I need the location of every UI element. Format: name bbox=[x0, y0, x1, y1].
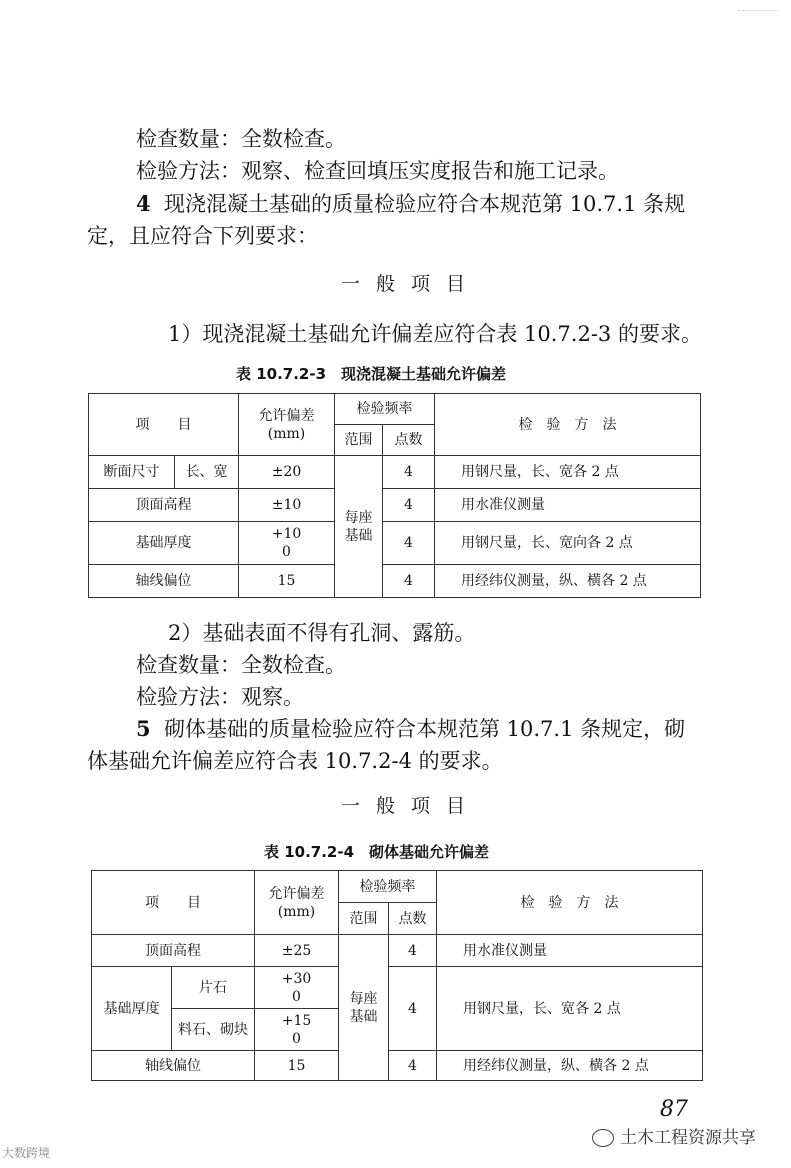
t1-r3-tol-upper: +10 bbox=[271, 526, 302, 542]
t2-r1-item: 顶面高程 bbox=[92, 935, 255, 967]
scan-edge-mark bbox=[738, 0, 778, 11]
t2-header-tolerance-unit: (mm) bbox=[277, 903, 316, 920]
inspection-method-2: 检验方法：观察。 bbox=[136, 685, 304, 709]
t1-r2-points: 4 bbox=[383, 489, 435, 522]
item-5-text: 砌体基础的质量检验应符合本规范第 10.7.1 条规定，砌 bbox=[163, 717, 686, 741]
t2-header-method: 检 验 方 法 bbox=[437, 871, 703, 935]
t1-header-points: 点数 bbox=[383, 425, 435, 456]
t1-r1-item-a: 断面尺寸 bbox=[89, 456, 175, 489]
t1-r3-method: 用钢尺量，长、宽向各 2 点 bbox=[435, 522, 701, 565]
table-2 bbox=[91, 870, 703, 1081]
watermark-right-text: 土木工程资源共享 bbox=[620, 1128, 756, 1148]
page-number: 87 bbox=[660, 1097, 688, 1122]
t2-r2-tol-a-lower: 0 bbox=[292, 988, 301, 1005]
t1-range-line-2: 基础 bbox=[344, 527, 373, 544]
t1-r1-points: 4 bbox=[383, 456, 435, 489]
t2-r2-sub-a: 片石 bbox=[172, 967, 255, 1009]
item-4-text: 现浇混凝土基础的质量检验应符合本规范第 10.7.1 条规 bbox=[163, 192, 686, 216]
general-items-heading-2: 一般项目 bbox=[341, 795, 482, 817]
t2-r2-points: 4 bbox=[389, 967, 437, 1051]
item-4-line-1 bbox=[136, 188, 685, 220]
t2-r2-item: 基础厚度 bbox=[92, 967, 172, 1051]
t2-header-range: 范围 bbox=[339, 903, 389, 935]
t2-range-line-2: 基础 bbox=[349, 1008, 378, 1025]
t1-r3-item: 基础厚度 bbox=[89, 522, 239, 565]
t2-r2-tol-a bbox=[255, 967, 339, 1009]
t2-r2-tol-a-upper: +30 bbox=[281, 970, 312, 987]
table-row bbox=[92, 935, 703, 967]
table-row bbox=[89, 565, 701, 598]
sub-item-1: 1）现浇混凝土基础允许偏差应符合表 10.7.2-3 的要求。 bbox=[168, 322, 702, 346]
t2-r3-tol: 15 bbox=[255, 1051, 339, 1081]
t2-r3-item: 轴线偏位 bbox=[92, 1051, 255, 1081]
t1-header-range: 范围 bbox=[335, 425, 383, 456]
table-row bbox=[92, 1051, 703, 1081]
t2-r3-method: 用经纬仪测量，纵、横各 2 点 bbox=[437, 1051, 703, 1081]
t1-r2-tol: ±10 bbox=[239, 489, 335, 522]
table-1 bbox=[88, 393, 701, 598]
t2-r1-tol: ±25 bbox=[255, 935, 339, 967]
t1-header-item: 项 目 bbox=[89, 394, 239, 456]
watermark-left-text: 大数跨境 bbox=[2, 1146, 51, 1160]
inspection-quantity-1: 检查数量：全数检查。 bbox=[136, 127, 346, 151]
t2-r2-tol-b-lower: 0 bbox=[292, 1030, 301, 1047]
t1-header-tolerance-label: 允许偏差 bbox=[258, 407, 315, 424]
table-1-caption: 表 10.7.2-3 现浇混凝土基础允许偏差 bbox=[236, 365, 507, 383]
t1-r3-points: 4 bbox=[383, 522, 435, 565]
t2-range-line-1: 每座 bbox=[349, 990, 378, 1007]
t2-header-points: 点数 bbox=[389, 903, 437, 935]
t1-r4-tol: 15 bbox=[239, 565, 335, 598]
table-row bbox=[92, 967, 703, 1009]
t2-header-tolerance bbox=[255, 871, 339, 935]
table-row bbox=[89, 489, 701, 522]
item-4-line-2: 定，且应符合下列要求： bbox=[87, 224, 318, 248]
t1-header-tolerance-unit: (mm) bbox=[267, 425, 306, 442]
inspection-method-1: 检验方法：观察、检查回填压实度报告和施工记录。 bbox=[136, 159, 619, 183]
t1-r4-item: 轴线偏位 bbox=[89, 565, 239, 598]
t2-range-merged bbox=[339, 935, 389, 1081]
t1-r1-tol: ±20 bbox=[239, 456, 335, 489]
item-4-number: 4 bbox=[136, 191, 151, 216]
t1-r3-tol bbox=[239, 522, 335, 565]
table-row bbox=[89, 522, 701, 565]
item-5-line-1 bbox=[136, 713, 685, 745]
general-items-heading-1: 一般项目 bbox=[341, 273, 482, 295]
t1-r2-method: 用水准仪测量 bbox=[435, 489, 701, 522]
t1-header-method: 检 验 方 法 bbox=[435, 394, 701, 456]
t2-header-frequency: 检验频率 bbox=[339, 871, 437, 903]
t2-header-tolerance-label: 允许偏差 bbox=[268, 885, 325, 902]
table-2-caption: 表 10.7.2-4 砌体基础允许偏差 bbox=[264, 843, 490, 861]
t1-header-tolerance bbox=[239, 394, 335, 456]
t1-r1-method: 用钢尺量，长、宽各 2 点 bbox=[435, 456, 701, 489]
t1-header-frequency: 检验频率 bbox=[335, 394, 435, 425]
t1-range-line-1: 每座 bbox=[344, 509, 373, 526]
t1-r1-item-b: 长、宽 bbox=[175, 456, 239, 489]
t2-r3-points: 4 bbox=[389, 1051, 437, 1081]
item-5-line-2: 体基础允许偏差应符合表 10.7.2-4 的要求。 bbox=[87, 749, 503, 773]
t1-r2-item: 顶面高程 bbox=[89, 489, 239, 522]
t2-header-item: 项 目 bbox=[92, 871, 255, 935]
t2-r2-tol-b-upper: +15 bbox=[281, 1012, 312, 1029]
inspection-quantity-2: 检查数量：全数检查。 bbox=[136, 653, 346, 677]
t1-range-merged bbox=[335, 456, 383, 598]
t2-r2-sub-b: 料石、砌块 bbox=[172, 1009, 255, 1051]
t1-r4-method: 用经纬仪测量，纵、横各 2 点 bbox=[435, 565, 701, 598]
sub-item-2: 2）基础表面不得有孔洞、露筋。 bbox=[168, 621, 476, 645]
item-5-number: 5 bbox=[136, 716, 151, 741]
t2-r1-method: 用水准仪测量 bbox=[437, 935, 703, 967]
t2-r2-tol-b bbox=[255, 1009, 339, 1051]
table-row bbox=[89, 456, 701, 489]
t1-r3-tol-lower: 0 bbox=[282, 544, 291, 560]
t2-r2-method: 用钢尺量，长、宽各 2 点 bbox=[437, 967, 703, 1051]
t1-r4-points: 4 bbox=[383, 565, 435, 598]
t2-r1-points: 4 bbox=[389, 935, 437, 967]
wechat-icon bbox=[592, 1129, 614, 1147]
watermark-right bbox=[592, 1123, 756, 1148]
watermark-left bbox=[2, 1144, 50, 1161]
